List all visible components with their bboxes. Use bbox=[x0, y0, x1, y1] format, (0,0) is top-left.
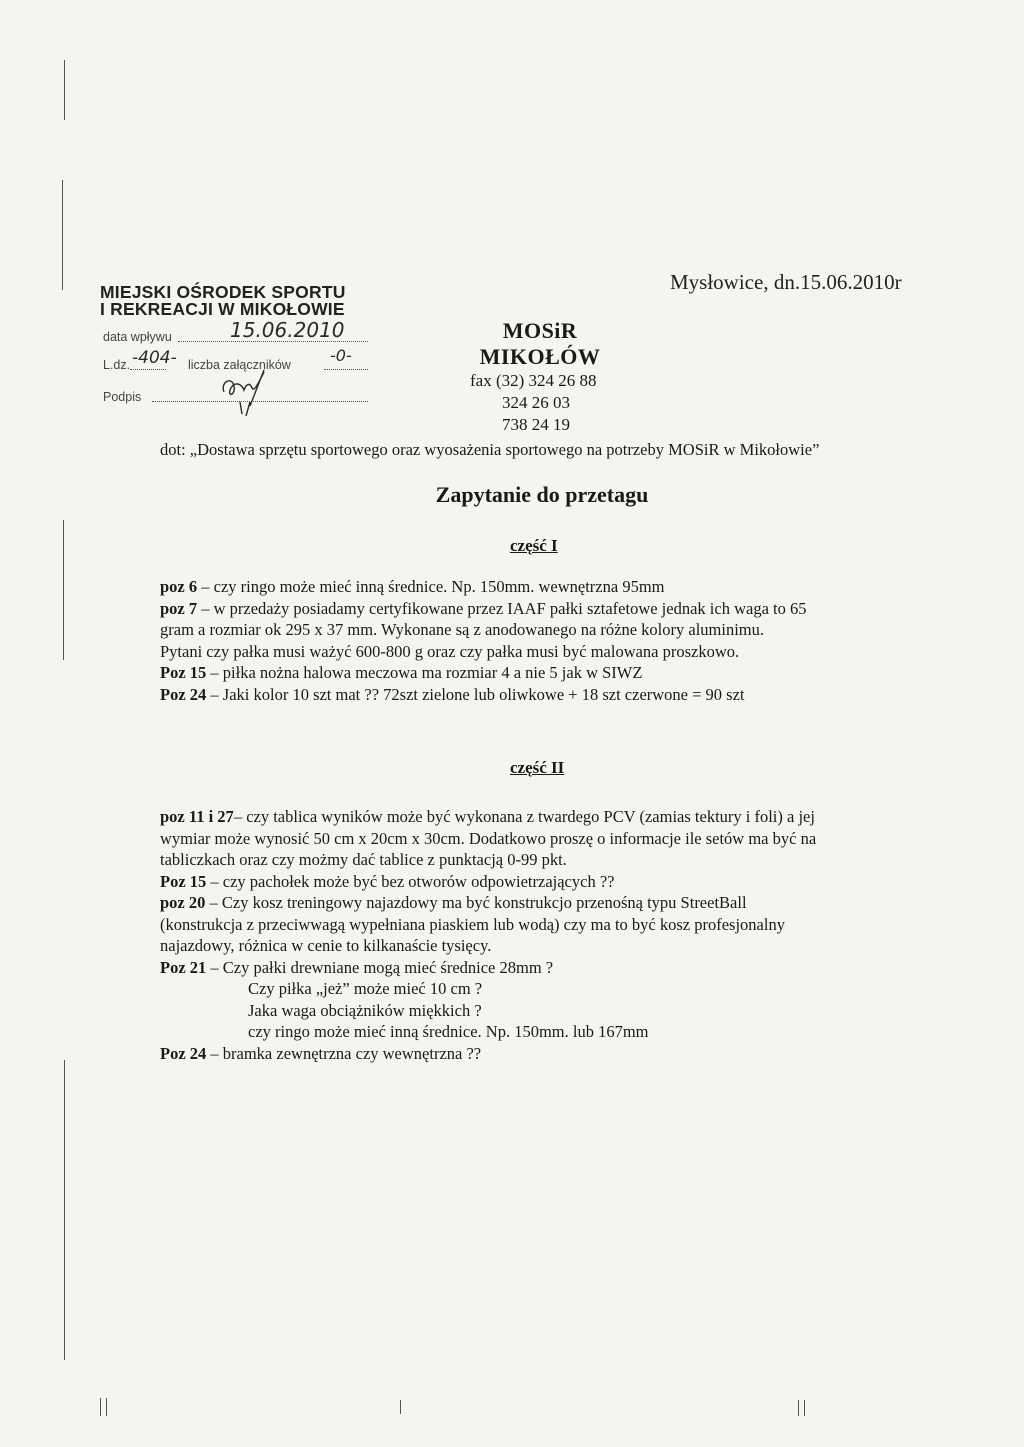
line-text: – Czy kosz treningowy najazdowy ma być konstrukcjo przenośną typu StreetBall bbox=[205, 893, 747, 912]
stamp-title-line1: MIEJSKI OŚRODEK SPORTU bbox=[100, 282, 346, 302]
stamp-attachments-value: -0- bbox=[330, 346, 352, 365]
line-text: – Jaki kolor 10 szt mat ?? 72szt zielone lub oliwkowe + 18 szt czerwone = 90 szt bbox=[206, 684, 745, 704]
line-text: – bramka zewnętrzna czy wewnętrzna ?? bbox=[206, 1043, 482, 1063]
scan-edge-line bbox=[64, 1060, 65, 1360]
scan-edge-line bbox=[804, 1400, 805, 1416]
line-text: – czy ringo może mieć inną średnice. Np. 150mm. wewnętrzna 95mm bbox=[197, 577, 665, 596]
stamp-signature-label: Podpis bbox=[103, 390, 142, 404]
text-line bbox=[160, 806, 940, 828]
scan-edge-line bbox=[62, 180, 63, 290]
line-text: Jaka waga obciążników miękkich ? bbox=[248, 1000, 482, 1020]
text-line bbox=[160, 1021, 940, 1043]
text-line bbox=[160, 914, 940, 936]
line-text: gram a rozmiar ok 295 x 37 mm. Wykonane są z anodowanego na różne kolory aluminimu. bbox=[160, 620, 764, 639]
stamp-dotted-line bbox=[130, 369, 166, 370]
text-line bbox=[160, 892, 940, 914]
text-line bbox=[160, 978, 940, 1000]
stamp-received-label: data wpływu bbox=[103, 330, 172, 344]
text-line bbox=[160, 641, 940, 663]
text-line bbox=[160, 935, 940, 957]
text-line bbox=[160, 828, 940, 850]
text-line bbox=[160, 662, 940, 684]
recipient-fax: fax (32) 324 26 88 bbox=[470, 371, 597, 390]
line-text: – w przedaży posiadamy certyfikowane przez IAAF pałki sztafetowe jednak ich waga to 65 bbox=[197, 598, 807, 618]
part2-body bbox=[160, 806, 940, 1064]
subject-line: dot: „Dostawa sprzętu sportowego oraz wyosażenia sportowego na potrzeby MOSiR w Mikołowie” bbox=[160, 440, 820, 459]
line-text: (konstrukcja z przeciwwagą wypełniana piaskiem lub wodą) czy ma to być kosz profesjonalny bbox=[160, 914, 785, 934]
stamp-signature-row bbox=[100, 382, 390, 406]
registry-stamp bbox=[100, 284, 390, 406]
line-text: czy ringo może mieć inną średnice. Np. 150mm. lub 167mm bbox=[248, 1022, 649, 1041]
place-date: Mysłowice, dn.15.06.2010r bbox=[670, 270, 902, 294]
line-text: Pytani czy pałka musi ważyć 600-800 g oraz czy pałka musi być malowana proszkowo. bbox=[160, 641, 740, 661]
scan-edge-line bbox=[400, 1400, 401, 1414]
position-label: Poz 24 bbox=[160, 684, 207, 704]
recipient-block bbox=[440, 318, 640, 436]
recipient-name: MOSiR MIKOŁÓW bbox=[479, 318, 601, 369]
position-label: Poz 15 bbox=[160, 663, 207, 682]
line-text: – czy pachołek może być bez otworów odpowietrzających ?? bbox=[206, 871, 615, 891]
line-text: tabliczkach oraz czy możmy dać tablice z punktacją 0-99 pkt. bbox=[160, 850, 567, 869]
position-label: poz 6 bbox=[160, 577, 198, 596]
position-label: poz 11 i 27 bbox=[160, 807, 234, 826]
part2-heading: część II bbox=[510, 758, 565, 777]
line-text: – czy tablica wyników może być wykonana z twardego PCV (zamias tektury i foli) a jej bbox=[233, 807, 815, 826]
stamp-title-line2: I REKREACJI W MIKOŁOWIE bbox=[100, 299, 345, 319]
stamp-attachments-label: liczba załączników bbox=[188, 358, 291, 372]
recipient-phone: 324 26 03 bbox=[502, 393, 570, 412]
text-line bbox=[160, 598, 940, 620]
text-line bbox=[160, 1000, 940, 1022]
text-line bbox=[160, 576, 940, 598]
position-label: Poz 15 bbox=[160, 871, 207, 891]
part1-heading: część I bbox=[510, 536, 558, 555]
stamp-received-value: 15.06.2010 bbox=[230, 318, 345, 342]
text-line bbox=[160, 957, 940, 979]
handwritten-signature-icon bbox=[210, 362, 290, 418]
document-title: Zapytanie do przetagu bbox=[435, 482, 649, 507]
line-text: wymiar może wynosić 50 cm x 20cm x 30cm. Dodatkowo proszę o informacje ile setów ma być na bbox=[160, 828, 817, 848]
text-line bbox=[160, 619, 940, 641]
text-line bbox=[160, 684, 940, 706]
text-line bbox=[160, 871, 940, 893]
scan-edge-line bbox=[798, 1400, 799, 1416]
text-line bbox=[160, 849, 940, 871]
position-label: poz 20 bbox=[160, 893, 206, 912]
stamp-ldz-value: -404- bbox=[132, 348, 177, 368]
stamp-received-row bbox=[100, 318, 390, 346]
scan-edge-line bbox=[64, 60, 65, 120]
scan-edge-line bbox=[63, 520, 64, 660]
position-label: poz 7 bbox=[160, 598, 198, 618]
part1-body bbox=[160, 576, 940, 705]
line-text: Czy piłka „jeż” może mieć 10 cm ? bbox=[248, 979, 483, 998]
line-text: – Czy pałki drewniane mogą mieć średnice 28mm ? bbox=[206, 957, 554, 977]
line-text: – piłka nożna halowa meczowa ma rozmiar 4 a nie 5 jak w SIWZ bbox=[206, 663, 643, 682]
position-label: Poz 24 bbox=[160, 1043, 207, 1063]
stamp-ldz-label: L.dz. bbox=[103, 358, 131, 372]
scan-edge-line bbox=[106, 1398, 107, 1416]
position-label: Poz 21 bbox=[160, 957, 207, 977]
scan-edge-line bbox=[100, 1398, 101, 1416]
stamp-dotted-line bbox=[324, 369, 368, 370]
line-text: najazdowy, różnica w cenie to kilkanaście tysięcy. bbox=[160, 936, 492, 955]
text-line bbox=[160, 1043, 940, 1065]
recipient-phone: 738 24 19 bbox=[502, 415, 570, 434]
